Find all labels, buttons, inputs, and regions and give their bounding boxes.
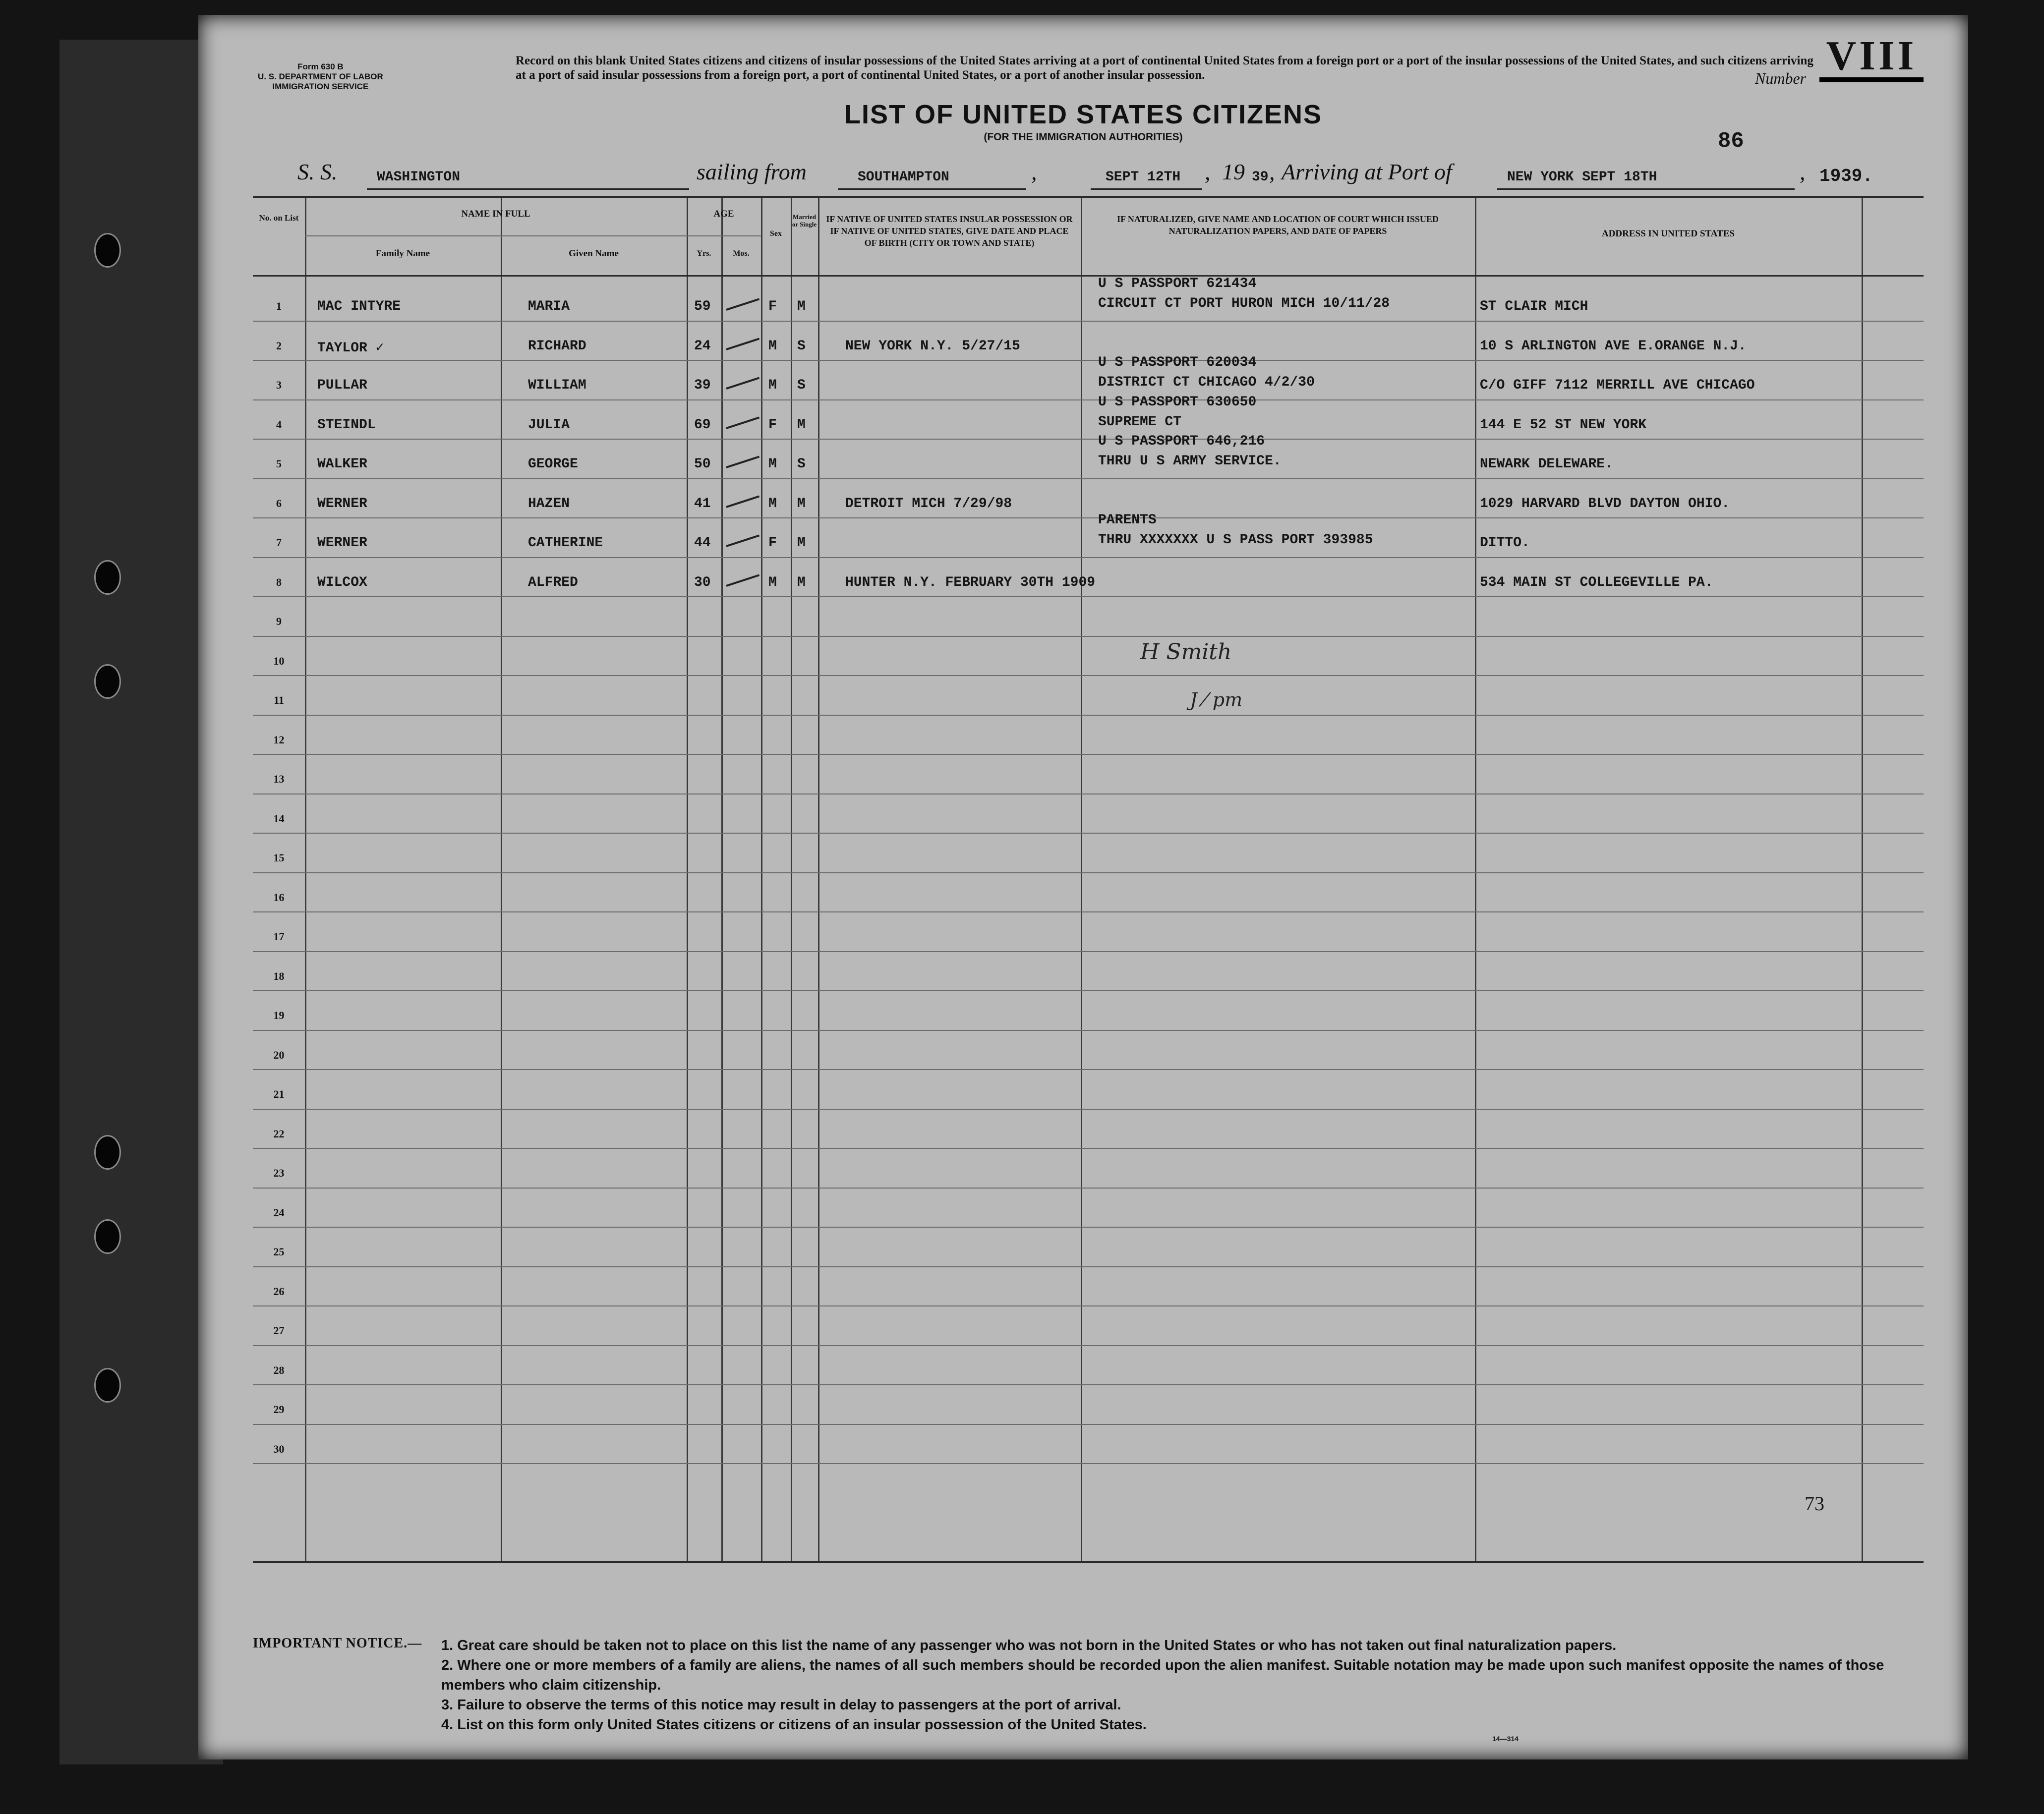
row-number: 10: [273, 654, 285, 667]
row-number: 20: [273, 1048, 285, 1061]
row-number: 13: [273, 773, 285, 785]
marital-status-cell: S: [797, 378, 806, 393]
page-title: LIST OF UNITED STATES CITIZENS: [844, 100, 1322, 129]
row-rule: [253, 360, 1924, 361]
marital-status-cell: M: [797, 574, 806, 590]
given-name-cell: ALFRED: [528, 574, 578, 590]
notice-item: 1. Great care should be taken not to place on this list the name of any passenger who was not born in the United States or who has not taken out final naturalization papers.: [441, 1638, 1617, 1653]
row-number: 21: [273, 1088, 285, 1100]
family-name-cell: WERNER: [317, 496, 367, 511]
notice-item: 4. List on this form only United States citizens or citizens of an insular possession of the United States.: [441, 1717, 1147, 1733]
marital-status-cell: M: [797, 299, 806, 314]
naturalization-cell: CIRCUIT CT PORT HURON MICH 10/11/28: [1098, 296, 1390, 311]
col-header-family: Family Name: [375, 248, 430, 259]
row-number: 25: [273, 1246, 285, 1258]
row-number: 3: [276, 379, 282, 391]
margin-note: 73: [1805, 1492, 1824, 1515]
row-rule: [253, 1424, 1924, 1425]
sex-cell: M: [768, 574, 777, 590]
department-line: U. S. DEPARTMENT OF LABOR: [258, 72, 383, 81]
marital-status-cell: M: [797, 496, 806, 511]
family-name-cell: WERNER: [317, 535, 367, 551]
family-name-cell: MAC INTYRE: [317, 299, 401, 314]
check-stroke: [726, 534, 759, 547]
address-cell: ST CLAIR MICH: [1480, 299, 1588, 314]
row-rule: [253, 715, 1924, 716]
check-stroke: [726, 298, 759, 310]
row-rule: [253, 1030, 1924, 1031]
row-number: 14: [273, 812, 285, 825]
naturalization-cell: DISTRICT CT CHICAGO 4/2/30: [1098, 375, 1315, 390]
row-rule: [253, 596, 1924, 597]
row-rule: [253, 1266, 1924, 1267]
sailing-label: sailing from: [697, 159, 807, 184]
naturalization-cell: THRU XXXXXXX U S PASS PORT 393985: [1098, 532, 1373, 548]
address-cell: 1029 HARVARD BLVD DAYTON OHIO.: [1480, 496, 1730, 511]
address-cell: 534 MAIN ST COLLEGEVILLE PA.: [1480, 574, 1713, 590]
row-number: 8: [276, 575, 282, 588]
row-rule: [253, 911, 1924, 912]
family-name-cell: PULLAR: [317, 378, 367, 393]
row-rule: [253, 1148, 1924, 1149]
row-rule: [253, 399, 1924, 400]
naturalization-cell: U S PASSPORT 646,216: [1098, 434, 1265, 449]
row-rule: [253, 1384, 1924, 1385]
sex-cell: M: [768, 378, 777, 393]
year-prefix: 19: [1222, 159, 1245, 184]
row-rule: [253, 478, 1924, 479]
row-rule: [253, 517, 1924, 518]
handwritten-mark: J ⁄ pm: [1190, 689, 1243, 711]
address-cell: DITTO.: [1480, 535, 1530, 551]
row-rule: [253, 872, 1924, 873]
row-rule: [253, 1188, 1924, 1189]
binder-hole: [94, 1368, 121, 1403]
check-stroke: [726, 495, 759, 508]
row-rule: [253, 557, 1924, 558]
row-number: 15: [273, 851, 285, 864]
address-cell: 144 E 52 ST NEW YORK: [1480, 417, 1647, 433]
ship-name: WASHINGTON: [377, 170, 461, 185]
col-header-address: ADDRESS IN UNITED STATES: [1601, 228, 1735, 239]
row-number: 26: [273, 1285, 285, 1298]
row-rule: [253, 1345, 1924, 1346]
row-rule: [253, 990, 1924, 991]
row-rule: [253, 439, 1924, 440]
naturalization-cell: U S PASSPORT 620034: [1098, 355, 1257, 370]
check-stroke: [726, 416, 759, 429]
birth-cell: NEW YORK N.Y. 5/27/15: [845, 338, 1020, 354]
given-name-cell: WILLIAM: [528, 378, 586, 393]
age-cell: 41: [694, 496, 711, 511]
row-number: 2: [276, 339, 282, 352]
sex-cell: M: [768, 496, 777, 511]
sailing-date: SEPT 12TH: [1106, 170, 1181, 185]
family-name-cell: STEINDL: [317, 417, 376, 433]
passenger-table: [253, 196, 1924, 1563]
col-header-birth: IF NATIVE OF UNITED STATES INSULAR POSSESSION OR IF NATIVE OF UNITED STATES, GIVE DATE AND PLACE OF BIRTH (CITY OR TOWN AND STATE): [826, 214, 1073, 248]
row-number: 12: [273, 733, 285, 746]
family-name-cell: WALKER: [317, 456, 367, 472]
age-cell: 24: [694, 338, 711, 354]
birth-cell: DETROIT MICH 7/29/98: [845, 496, 1012, 511]
notice-item: 2. Where one or more members of a family are aliens, the names of all such members should be recorded upon the alien manifest. Suitable notation may be made upon such manifest opposite the names of those members who claim citizenship.: [441, 1657, 1884, 1693]
row-number: 9: [276, 615, 282, 627]
row-number: 28: [273, 1363, 285, 1376]
age-cell: 44: [694, 535, 711, 551]
age-cell: 69: [694, 417, 711, 433]
row-rule: [253, 321, 1924, 322]
row-rule: [253, 1109, 1924, 1110]
row-number: 11: [274, 694, 284, 706]
marital-status-cell: S: [797, 338, 806, 354]
row-number: 17: [273, 930, 285, 943]
given-name-cell: MARIA: [528, 299, 570, 314]
binder-hole: [94, 1219, 121, 1254]
row-number: 6: [276, 497, 282, 510]
row-number: 5: [276, 457, 282, 470]
col-header-yrs: Yrs.: [697, 249, 711, 258]
row-number: 23: [273, 1167, 285, 1179]
row-number: 29: [273, 1403, 285, 1416]
family-name-cell: TAYLOR ✓: [317, 340, 384, 356]
check-stroke: [726, 377, 759, 389]
row-number: 18: [273, 969, 285, 982]
ss-label: S. S.: [297, 159, 338, 184]
marital-status-cell: S: [797, 456, 806, 472]
sex-cell: F: [768, 535, 777, 551]
arrival-port-date: NEW YORK SEPT 18TH: [1507, 170, 1657, 185]
manifest-sheet: Form 630 B U. S. DEPARTMENT OF LABOR IMMIGRATION SERVICE Record on this blank United States citizens and citizens of insular possessions of the United States arriving at a port of continental United States from a foreign port or a port of the insular possessions of the United States, and such citizens arriving at a port of said insular possessions from a foreign port, a port of continental United States, or a port of another insular possession. Number VIII LIST OF UNITED STATES CITIZENS (FOR THE IMMIGRATION AUTHORITIES) 86 S. S. WASHINGTON sailing from SOUTHAMPTON , SEPT 12TH , 19 39 , Arriving at Port of NEW YORK SEPT 18TH , 1939. No. on List NAME IN FULL Family Name Given Name AGE Yrs. Mos. Sex Married or Single IF NATIVE OF UNITED STATES INSULAR POSSESSION OR IF NATIVE OF UNITED STATES, GIVE DATE AND PLACE OF BIRTH (CITY OR TOWN AND STATE) IF NATURALIZED, GIVE NAME AND LOCATION OF COURT WHICH ISSUED NATURALIZATION PAPERS, AND DATE OF PAPERS ADDRESS IN UNITED STATES 1 2 3 4 5 6 7 8 9 10 11 12 13 14 15 16 17 18 19 20 21 22 23 24 25 26 27 28 29 30 MAC INTYRE MARIA 59 F M ST CLAIR MICH U S PASSPORT 621434 CIRCUIT CT PORT HURON MICH 10/11/28 TAYLOR ✓ RICHARD 24 M S NEW YORK N.Y. 5/27/15 10 S ARLINGTON AVE E.ORANGE N.J. PULLAR WILLIAM 39 M S C/O GIFF 7112 MERRILL AVE CHICAGO U S PASSPORT 620034 DISTRICT CT CHICAGO 4/2/30 STEINDL JULIA 69 F M 144 E 52 ST NEW YORK U S PASSPORT 630650 SUPREME CT WALKER GEORGE 50 M S NEWARK DELEWARE. U S PASSPORT 646,216 THRU U S ARMY SERVICE. WERNER HAZEN 41 M M DETROIT MICH 7/29/98 1029 HARVARD BLVD DAYTON OHIO. WERNER CATHERINE 44 F M DITTO. PARENTS THRU XXXXXXX U S PASS PORT 393985 WILCOX ALFRED 30 M M HUNTER N.Y. FEBRUARY 30TH 1909 534 MAIN ST COLLEGEVILLE PA. H Smith J ⁄ pm 73 IMPORTANT NOTICE.— 1. Great care should be taken not to place on this list the name of any passenger who was not born in the United States or who has not taken out final naturalization papers. 2. Where one or more members of a family are aliens, the names of all such members should be recorded upon the alien manifest. Suitable notation may be made upon such manifest opposite the names of those members who claim citizenship. 3. Failure to observe the terms of this notice may result in delay to passengers at the port of arrival. 4. List on this form only United States citizens or citizens of an insular possession of the United States. 14—314: [198, 15, 1968, 1759]
sailing-year: 39: [1252, 170, 1269, 185]
age-cell: 30: [694, 574, 711, 590]
col-header-married: Married or Single: [792, 213, 817, 228]
col-header-no: No. on List: [259, 213, 299, 223]
col-header-given: Given Name: [569, 248, 619, 259]
naturalization-cell: U S PASSPORT 630650: [1098, 394, 1257, 410]
row-number: 1: [276, 300, 282, 312]
naturalization-cell: U S PASSPORT 621434: [1098, 276, 1257, 291]
binder-hole: [94, 233, 121, 268]
naturalization-cell: PARENTS: [1098, 512, 1157, 528]
row-rule: [253, 1463, 1924, 1464]
birth-cell: HUNTER N.Y. FEBRUARY 30TH 1909: [845, 574, 1096, 590]
col-header-mos: Mos.: [733, 249, 750, 258]
given-name-cell: JULIA: [528, 417, 570, 433]
notice-lead: IMPORTANT NOTICE.—: [253, 1636, 422, 1651]
arriving-label: Arriving at Port of: [1282, 159, 1452, 184]
col-header-age: AGE: [713, 209, 734, 219]
list-number: VIII: [1819, 35, 1924, 82]
departure-port: SOUTHAMPTON: [858, 170, 949, 185]
row-number: 27: [273, 1324, 285, 1337]
sex-cell: M: [768, 338, 777, 354]
row-rule: [253, 754, 1924, 755]
sex-cell: F: [768, 417, 777, 433]
row-number: 16: [273, 891, 285, 904]
binder-hole: [94, 1135, 121, 1170]
family-name-cell: WILCOX: [317, 574, 367, 590]
row-rule: [253, 675, 1924, 676]
marital-status-cell: M: [797, 535, 806, 551]
age-cell: 59: [694, 299, 711, 314]
form-instructions: Record on this blank United States citizens and citizens of insular possessions of the United States arriving at a port of continental United States from a foreign port or a port of the insular possessions of the United States, and such citizens arriving at a port of said insular possessions from a foreign port, a port of continental United States, or a port of another insular possession.: [516, 54, 1813, 82]
row-number: 22: [273, 1127, 285, 1140]
naturalization-cell: SUPREME CT: [1098, 414, 1182, 430]
arrival-year: 1939.: [1819, 166, 1873, 186]
check-stroke: [726, 455, 759, 468]
row-rule: [253, 636, 1924, 637]
given-name-cell: RICHARD: [528, 338, 586, 354]
given-name-cell: HAZEN: [528, 496, 570, 511]
binder-hole: [94, 664, 121, 699]
naturalization-cell: THRU U S ARMY SERVICE.: [1098, 454, 1282, 469]
number-label: Number: [1755, 69, 1807, 87]
given-name-cell: GEORGE: [528, 456, 578, 472]
check-stroke: [726, 574, 759, 586]
age-cell: 39: [694, 378, 711, 393]
binder-hole: [94, 560, 121, 595]
form-number: [258, 62, 383, 92]
given-name-cell: CATHERINE: [528, 535, 603, 551]
row-rule: [253, 1227, 1924, 1228]
col-header-name: NAME IN FULL: [461, 209, 530, 219]
address-cell: C/O GIFF 7112 MERRILL AVE CHICAGO: [1480, 378, 1755, 393]
marital-status-cell: M: [797, 417, 806, 433]
sex-cell: F: [768, 299, 777, 314]
row-number: 7: [276, 536, 282, 549]
page-number: 86: [1718, 129, 1744, 154]
page-subtitle: (FOR THE IMMIGRATION AUTHORITIES): [984, 131, 1183, 143]
row-number: 30: [273, 1442, 285, 1455]
row-rule: [253, 1305, 1924, 1306]
col-header-sex: Sex: [770, 229, 782, 238]
address-cell: 10 S ARLINGTON AVE E.ORANGE N.J.: [1480, 338, 1747, 354]
col-header-naturalized: IF NATURALIZED, GIVE NAME AND LOCATION OF COURT WHICH ISSUED NATURALIZATION PAPERS, AND DATE OF PAPERS: [1117, 214, 1439, 236]
form-code: 14—314: [1492, 1735, 1518, 1743]
row-rule: [253, 833, 1924, 834]
address-cell: NEWARK DELEWARE.: [1480, 456, 1613, 472]
row-number: 24: [273, 1206, 285, 1219]
age-cell: 50: [694, 456, 711, 472]
handwritten-mark: H Smith: [1140, 639, 1232, 665]
sex-cell: M: [768, 456, 777, 472]
form-number-line: Form 630 B: [297, 62, 344, 71]
notice-item: 3. Failure to observe the terms of this notice may result in delay to passengers at the port of arrival.: [441, 1697, 1121, 1713]
row-number: 19: [273, 1009, 285, 1021]
row-rule: [253, 951, 1924, 952]
check-stroke: [726, 338, 759, 350]
service-line: IMMIGRATION SERVICE: [272, 82, 369, 91]
row-rule: [253, 1069, 1924, 1070]
row-number: 4: [276, 418, 282, 431]
